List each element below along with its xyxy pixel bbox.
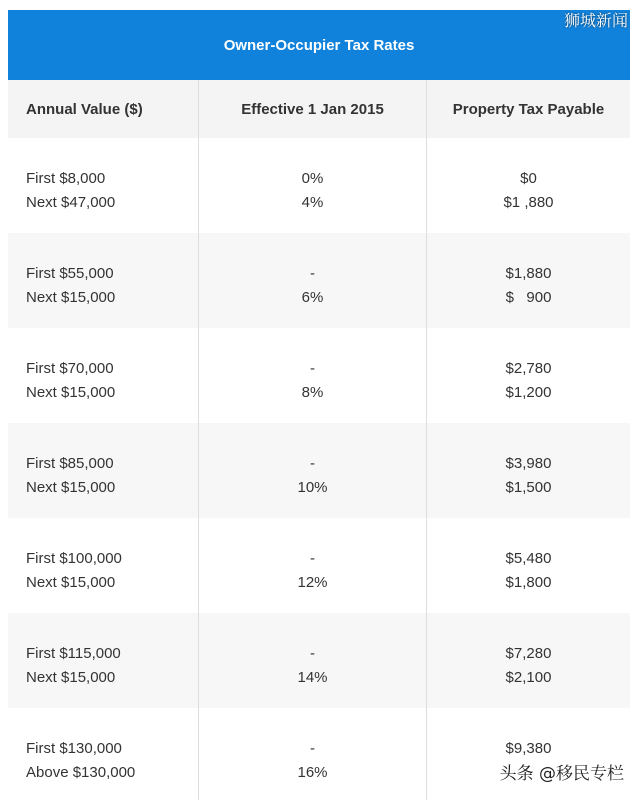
rate-line: 8% <box>301 384 324 401</box>
rate-line: - <box>310 550 315 567</box>
payable-cell <box>426 613 630 708</box>
annual-value-line: First $115,000 <box>26 645 121 662</box>
rate-cell <box>198 423 426 518</box>
annual-value-cell <box>8 423 198 518</box>
payable-line: $1,500 <box>505 479 552 496</box>
payable-line: $1 ,880 <box>503 194 554 211</box>
payable-line: $7,280 <box>505 645 552 662</box>
annual-value-line: First $8,000 <box>26 170 106 187</box>
annual-value-line: First $70,000 <box>26 360 114 377</box>
table-row <box>8 233 630 328</box>
payable-line: $1,200 <box>505 384 552 401</box>
rate-line: - <box>310 360 315 377</box>
annual-value-line: First $130,000 <box>26 740 122 757</box>
payable-line: $0 <box>520 170 537 187</box>
payable-cell <box>426 708 630 800</box>
table-row <box>8 613 630 708</box>
annual-value-line: Above $130,000 <box>26 764 136 781</box>
annual-value-line: First $85,000 <box>26 455 114 472</box>
annual-value-cell <box>8 708 198 800</box>
annual-value-line: Next $47,000 <box>26 194 116 211</box>
rate-cell <box>198 233 426 328</box>
payable-line: $9,380 <box>505 740 552 757</box>
rate-line: 16% <box>297 764 328 781</box>
table-row <box>8 138 630 233</box>
annual-value-line: Next $15,000 <box>26 384 116 401</box>
rate-line: - <box>310 740 315 757</box>
rate-cell <box>198 518 426 613</box>
table-row <box>8 423 630 518</box>
rate-cell <box>198 613 426 708</box>
payable-cell <box>426 233 630 328</box>
payable-line: $1,800 <box>505 574 552 591</box>
annual-value-line: Next $15,000 <box>26 669 116 686</box>
payable-line: $2,100 <box>505 669 552 686</box>
annual-value-line: First $55,000 <box>26 265 114 282</box>
payable-line: $3,980 <box>505 455 552 472</box>
payable-cell <box>426 138 630 233</box>
payable-cell <box>426 328 630 423</box>
table-row <box>8 328 630 423</box>
table-header-row <box>8 80 630 138</box>
annual-value-cell <box>8 613 198 708</box>
rate-line: 14% <box>297 669 328 686</box>
rate-line: 10% <box>297 479 328 496</box>
tax-rate-table <box>8 80 630 800</box>
rate-cell <box>198 708 426 800</box>
annual-value-line: Next $15,000 <box>26 574 116 591</box>
watermark-bottom: 头条 @移民专栏 <box>499 764 624 784</box>
column-header-effective-rate: Effective 1 Jan 2015 <box>198 80 426 138</box>
payable-line: $1,880 <box>505 265 552 282</box>
column-header-tax-payable: Property Tax Payable <box>426 80 630 138</box>
rate-line: - <box>310 455 315 472</box>
rate-cell <box>198 328 426 423</box>
payable-line: $ 900 <box>505 289 552 306</box>
annual-value-line: Next $15,000 <box>26 479 116 496</box>
table-row <box>8 708 630 800</box>
rate-cell <box>198 138 426 233</box>
annual-value-cell <box>8 518 198 613</box>
annual-value-cell <box>8 233 198 328</box>
rate-line: 6% <box>301 289 324 306</box>
payable-cell <box>426 423 630 518</box>
rate-line: - <box>310 645 315 662</box>
rate-line: 12% <box>297 574 328 591</box>
table-row <box>8 518 630 613</box>
payable-cell <box>426 518 630 613</box>
watermark-top: 狮城新闻 <box>563 11 628 30</box>
title-bar <box>8 10 630 80</box>
table-title: Owner-Occupier Tax Rates <box>223 36 415 54</box>
annual-value-line: First $100,000 <box>26 550 122 567</box>
annual-value-cell <box>8 328 198 423</box>
annual-value-cell <box>8 138 198 233</box>
column-header-annual-value: Annual Value ($) <box>26 100 143 118</box>
rate-line: - <box>310 265 315 282</box>
payable-line: $2,780 <box>505 360 552 377</box>
rate-line: 0% <box>301 170 324 187</box>
rate-line: 4% <box>301 194 324 211</box>
annual-value-line: Next $15,000 <box>26 289 116 306</box>
payable-line: $5,480 <box>505 550 552 567</box>
